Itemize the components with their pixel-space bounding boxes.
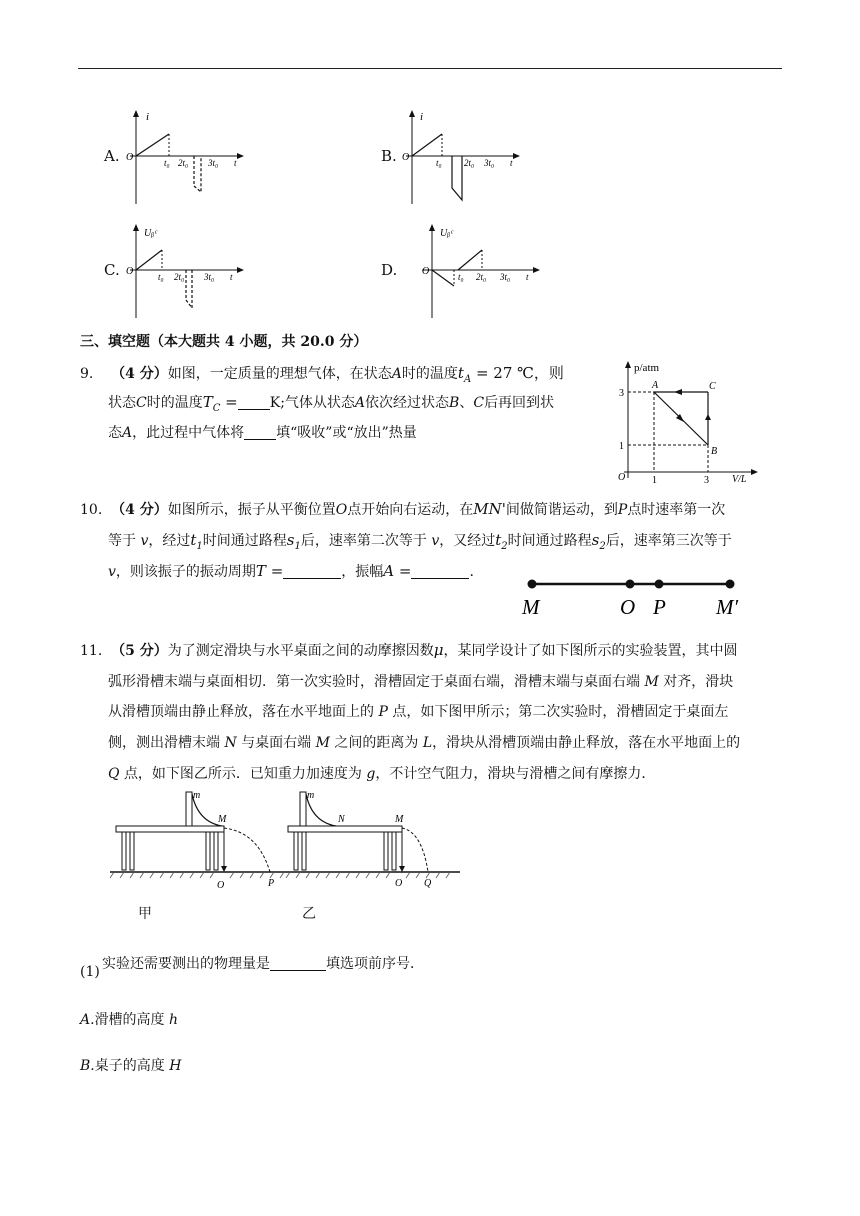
svg-text:P: P: [653, 595, 666, 619]
svg-text:Uᵦᶜ: Uᵦᶜ: [440, 228, 453, 239]
svg-text:M′: M′: [716, 595, 739, 619]
q11-line-1: 11. （5 分）为了测定滑块与水平桌面之间的动摩擦因数μ，某同学设计了如下图所示的实验装置，其中圆: [80, 641, 738, 659]
svg-text:2t₀: 2t₀: [178, 158, 189, 168]
q11-option-b[interactable]: B.桌子的高度 H: [80, 1058, 182, 1074]
svg-text:P: P: [268, 878, 275, 889]
option-b-graph: [400, 108, 530, 208]
option-c-graph: [124, 222, 254, 322]
svg-text:O: O: [126, 266, 134, 277]
svg-text:3t₀: 3t₀: [208, 158, 219, 168]
svg-text:3t₀: 3t₀: [484, 158, 495, 168]
axis-y-label: i: [146, 111, 150, 123]
svg-text:Uᵦᶜ: Uᵦᶜ: [144, 228, 157, 239]
q11-figure-yi: [284, 786, 464, 890]
svg-text:B: B: [711, 446, 718, 457]
svg-text:N: N: [338, 814, 345, 825]
svg-text:C: C: [709, 381, 716, 392]
svg-text:Q: Q: [424, 878, 432, 889]
option-b-label: B.: [381, 147, 397, 165]
figure-caption-yi: 乙: [302, 906, 316, 922]
option-d-label: D.: [381, 261, 398, 279]
svg-text:M: M: [218, 814, 227, 825]
q9-pv-graph: [614, 358, 760, 484]
svg-text:t₀: t₀: [158, 272, 164, 282]
svg-text:m: m: [307, 790, 315, 801]
option-a-label: A.: [104, 147, 120, 165]
q10-line-1: 10. （4 分）如图所示，振子从平衡位置O点开始向右运动，在MN'间做简谐运动，到P点时速率第一次: [80, 500, 726, 518]
option-a-graph: [124, 108, 254, 208]
svg-text:2t₀: 2t₀: [464, 158, 475, 168]
q11-sub1-num: (1): [80, 964, 100, 980]
svg-text:O: O: [217, 880, 225, 890]
q9-line-3: 态A，此过程中气体将 填“吸收”或“放出”热量: [108, 425, 417, 441]
q10-line-3: v，则该振子的振动周期T = ，振幅A = .: [108, 562, 474, 580]
svg-text:O: O: [422, 266, 430, 277]
option-c-label: C.: [104, 261, 120, 279]
svg-text:p/atm: p/atm: [634, 362, 660, 374]
svg-text:A: A: [652, 380, 659, 391]
q10-line-2: 等于 v，经过$t_1$时间通过路程$s_1$后，速率第二次等于 v，又经过$t_2$时间通过路程$s_2$后，速率第三次等于: [108, 531, 732, 552]
q10-blank-amplitude[interactable]: [411, 564, 469, 579]
header-rule: [78, 68, 782, 69]
svg-text:3: 3: [619, 388, 624, 399]
svg-text:t₀: t₀: [164, 158, 170, 168]
q11-sub1-blank[interactable]: [270, 956, 326, 971]
svg-text:i: i: [420, 111, 424, 123]
q10-oscillator-diagram: [516, 576, 766, 620]
svg-text:3t₀: 3t₀: [204, 272, 215, 282]
svg-text:t₀: t₀: [436, 158, 442, 168]
q9-blank-heat[interactable]: [244, 425, 276, 440]
svg-text:O: O: [402, 152, 410, 163]
svg-text:2t₀: 2t₀: [174, 272, 185, 282]
q10-blank-period[interactable]: [283, 564, 341, 579]
q9-line-2: 状态C时的温度$T_C = K$;气体从状态A依次经过状态B、C后再回到状: [108, 393, 555, 414]
svg-text:t: t: [526, 272, 529, 282]
svg-text:M: M: [395, 814, 404, 825]
svg-text:t: t: [510, 158, 513, 168]
svg-text:m: m: [193, 790, 201, 801]
svg-text:1: 1: [652, 475, 657, 484]
svg-text:t: t: [234, 158, 237, 168]
q11-sub1-text: 实验还需要测出的物理量是 填选项前序号．: [102, 956, 424, 972]
q11-option-a[interactable]: A.滑槽的高度 h: [80, 1012, 179, 1028]
svg-text:t₀: t₀: [458, 272, 464, 282]
svg-text:O: O: [618, 472, 626, 483]
svg-text:t: t: [230, 272, 233, 282]
svg-text:3t₀: 3t₀: [500, 272, 511, 282]
svg-text:O: O: [620, 595, 636, 619]
svg-text:V/L: V/L: [732, 474, 747, 484]
svg-text:O: O: [126, 152, 134, 163]
figure-caption-jia: 甲: [138, 906, 152, 922]
q11-line-3: 从滑槽顶端由静止释放，落在水平地面上的 P 点，如下图甲所示；第二次实验时，滑槽固定于桌面左: [108, 704, 729, 720]
svg-text:M: M: [522, 595, 540, 619]
q11-line-5: Q 点，如下图乙所示．已知重力加速度为 g，不计空气阻力，滑块与滑槽之间有摩擦力．: [108, 766, 656, 782]
q11-line-2: 弧形滑槽末端与桌面相切．第一次实验时，滑槽固定于桌面右端，滑槽末端与桌面右端 M 对齐，滑块: [108, 674, 734, 690]
q11-line-4: 侧，测出滑槽末端 N 与桌面右端 M 之间的距离为 L，滑块从滑槽顶端由静止释放，落在水平地面上的: [108, 735, 741, 751]
svg-text:1: 1: [619, 441, 624, 452]
svg-text:3: 3: [704, 475, 709, 484]
svg-text:O: O: [395, 878, 403, 889]
q11-figure-jia: [108, 786, 288, 890]
q9-blank-temp[interactable]: [238, 395, 270, 410]
q9-line-1: 9. （4 分）如图，一定质量的理想气体，在状态A时的温度$t_A = 27$ ℃，则: [80, 364, 564, 385]
svg-text:2t₀: 2t₀: [476, 272, 487, 282]
section-title: 三、填空题（本大题共 4 小题，共 20.0 分）: [80, 334, 368, 350]
option-d-graph: [420, 222, 550, 322]
